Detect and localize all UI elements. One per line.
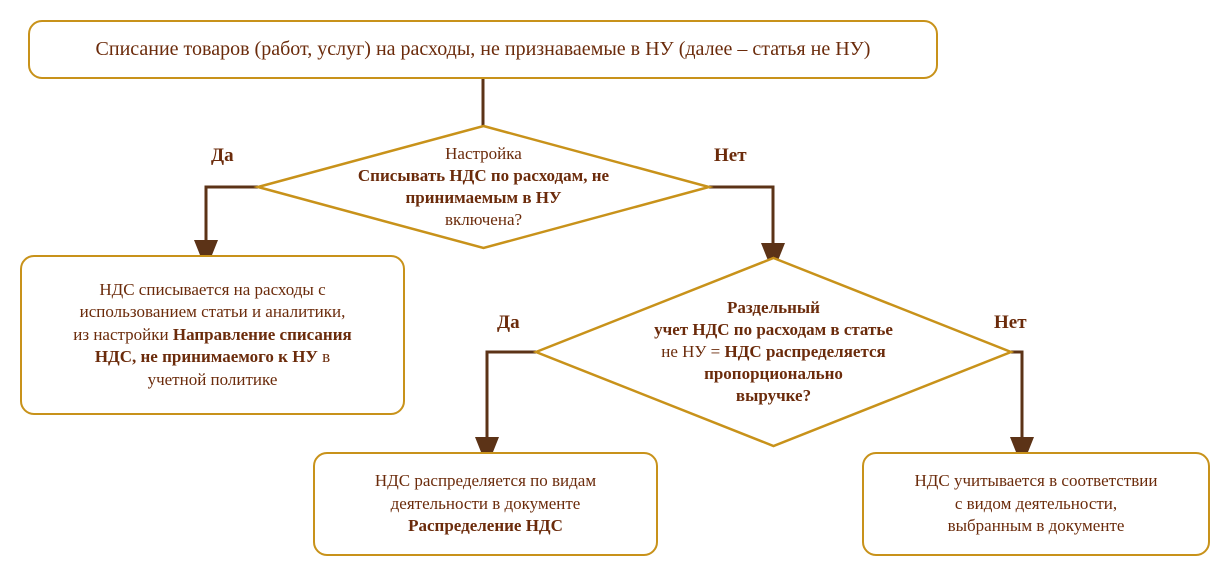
edge-label-decision-1-yes: Да xyxy=(211,145,234,166)
node-decision-2 xyxy=(536,258,1011,446)
result-left-line-4-plain: в xyxy=(317,347,331,367)
result-center-line-2: деятельности в документе xyxy=(390,493,581,513)
decision-2-line-1: Раздельный xyxy=(727,297,820,317)
result-left-line-3 xyxy=(32,324,393,346)
node-result-left xyxy=(20,255,405,415)
result-right-line-1: НДС учитывается в соответствии xyxy=(914,471,1158,491)
result-left-line-3-bold: Направление списания xyxy=(172,324,352,344)
node-result-right xyxy=(862,452,1210,556)
decision-2-line-5: выручке? xyxy=(735,386,812,406)
result-left-line-4-bold: НДС, не принимаемого к НУ xyxy=(94,347,318,367)
edge-label-decision-2-yes: Да xyxy=(497,312,520,333)
decision-1-line-3: принимаемым в НУ xyxy=(405,188,562,207)
result-right-line-3: выбранным в документе xyxy=(947,516,1125,536)
decision-2-line-3-bold: НДС распределяется xyxy=(724,341,886,361)
node-decision-1 xyxy=(258,126,709,248)
result-right-line-2: с видом деятельности, xyxy=(954,493,1118,513)
result-left-line-2: использованием статьи и аналитики, xyxy=(79,302,346,322)
result-center-line-3: Распределение НДС xyxy=(408,516,563,536)
decision-2-line-2: учет НДС по расходам в статье xyxy=(654,319,893,339)
result-left-line-5: учетной политике xyxy=(147,369,278,389)
node-result-center xyxy=(313,452,658,556)
result-left-line-4 xyxy=(32,346,393,368)
node-start-text: Списание товаров (работ, услуг) на расходы, не признаваемые в НУ (далее – статья не НУ) xyxy=(95,38,871,61)
decision-2-line-3-plain: не НУ = xyxy=(661,341,725,361)
edge-label-decision-2-no: Нет xyxy=(994,312,1027,333)
result-left-line-3-plain: из настройки xyxy=(73,324,173,344)
result-left-line-1: НДС списывается на расходы с xyxy=(99,279,326,299)
decision-1-line-4: включена? xyxy=(444,210,523,230)
edge-label-decision-1-no: Нет xyxy=(714,145,747,166)
result-center-line-1: НДС распределяется по видам xyxy=(374,471,597,491)
decision-1-line-1: Настройка xyxy=(445,143,522,163)
node-start xyxy=(28,20,938,79)
decision-2-line-4: пропорционально xyxy=(704,364,843,384)
decision-1-line-2: Списывать НДС по расходам, не xyxy=(357,165,610,185)
